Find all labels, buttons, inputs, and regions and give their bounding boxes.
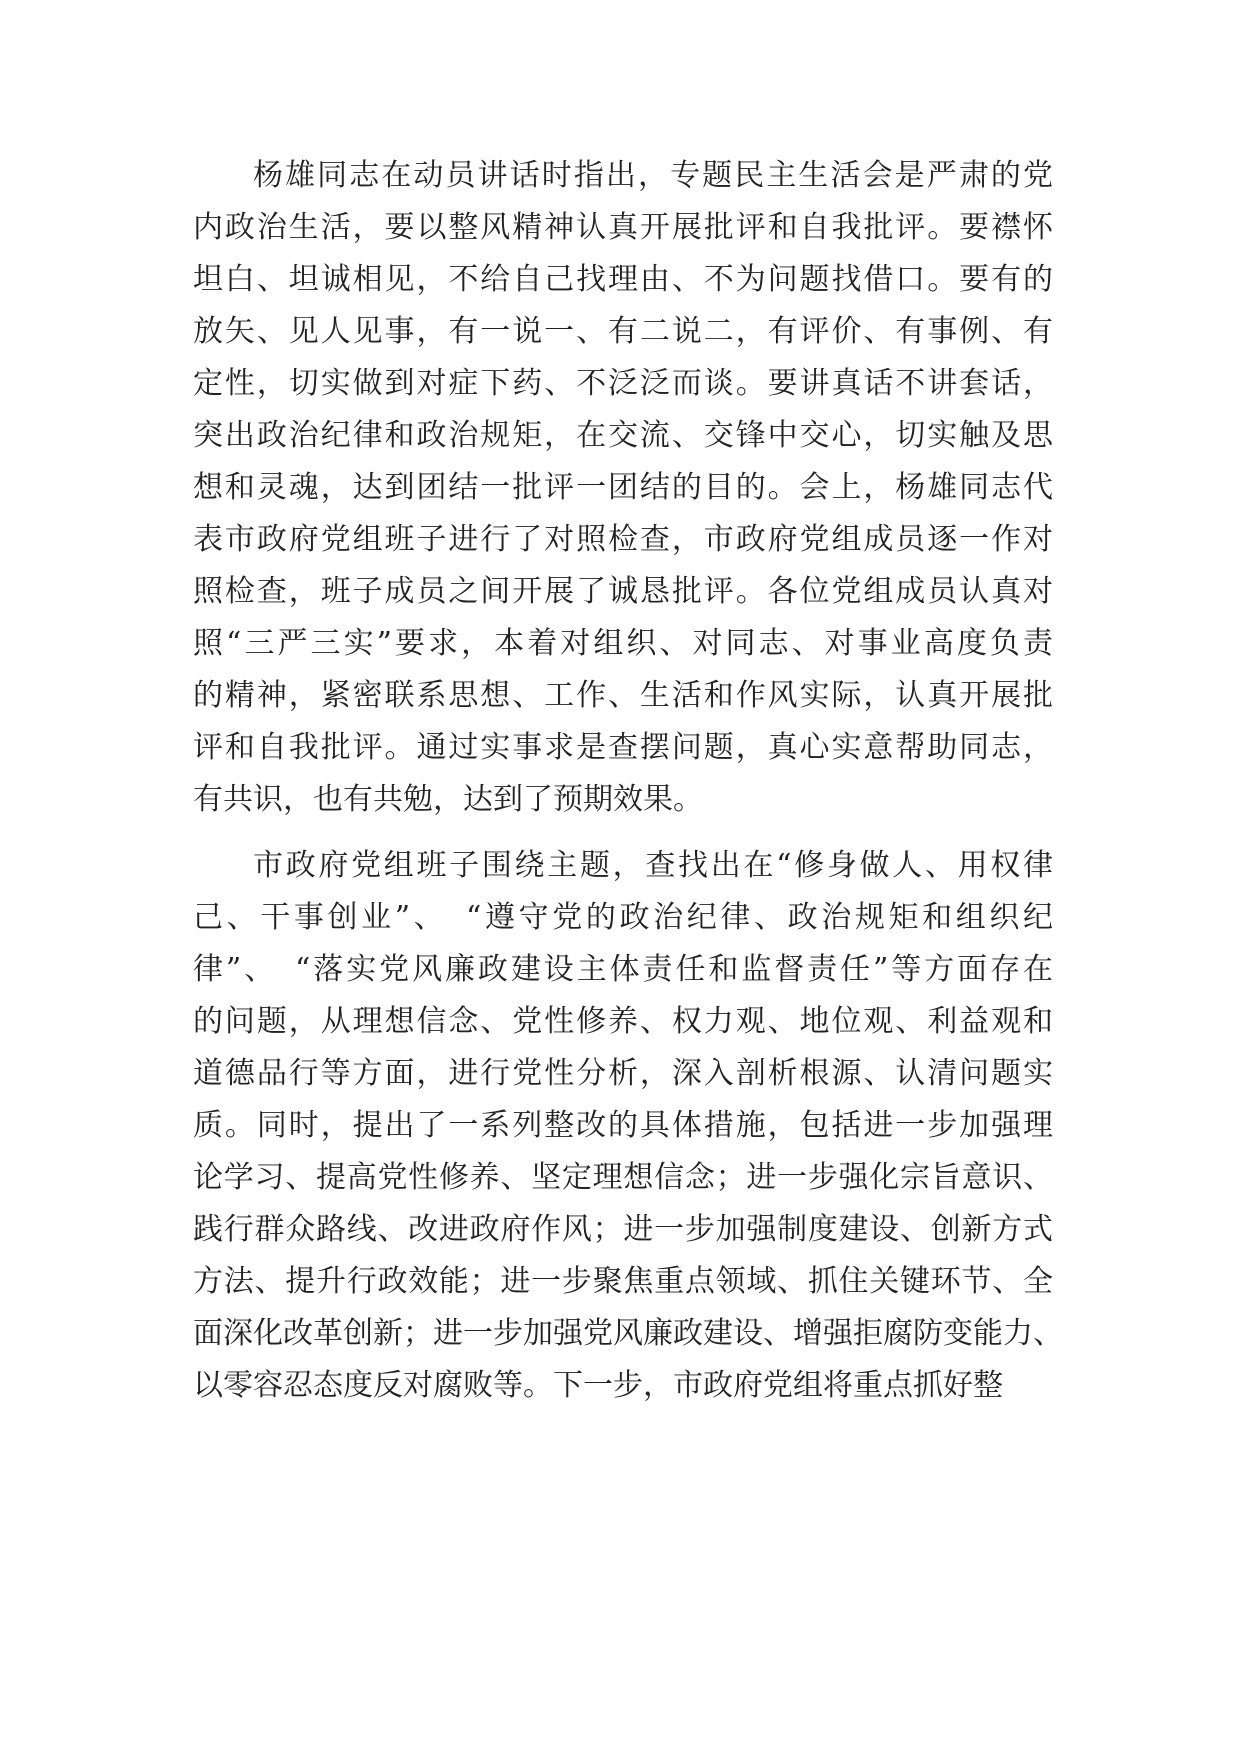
paragraph-2 — [193, 840, 1063, 1412]
paragraph-line: 定性，切实做到对症下药、不泛泛而谈。要讲真话不讲套话， — [193, 366, 1053, 401]
paragraph-line: 有共识，也有共勉，达到了预期效果。 — [193, 782, 703, 817]
paragraph-1 — [193, 150, 1053, 826]
paragraph-line: 道德品行等方面，进行党性分析，深入剖析根源、认清问题实 — [193, 1056, 1053, 1091]
paragraph-line: 表市政府党组班子进行了对照检查，市政府党组成员逐一作对 — [193, 522, 1053, 557]
paragraph-line: 方法、提升行政效能；进一步聚焦重点领域、抓住关键环节、全 — [193, 1264, 1053, 1299]
paragraph-line: 坦白、坦诚相见，不给自己找理由、不为问题找借口。要有的 — [193, 262, 1053, 297]
paragraph-line: 照“三严三实”要求，本着对组织、对同志、对事业高度负责 — [193, 626, 1053, 661]
paragraph-line: 的问题，从理想信念、党性修养、权力观、地位观、利益观和 — [193, 1004, 1053, 1039]
paragraph-line: 评和自我批评。通过实事求是查摆问题，真心实意帮助同志， — [193, 730, 1053, 765]
paragraph-line: 面深化改革创新；进一步加强党风廉政建设、增强拒腐防变能力、 — [193, 1316, 1063, 1351]
paragraph-line: 以零容忍态度反对腐败等。下一步，市政府党组将重点抓好整 — [193, 1368, 1003, 1403]
paragraph-line: 市政府党组班子围绕主题，查找出在“修身做人、用权律 — [253, 848, 1053, 883]
paragraph-line: 践行群众路线、改进政府作风；进一步加强制度建设、创新方式 — [193, 1212, 1053, 1247]
paragraph-line: 己、干事创业”、 “遵守党的政治纪律、政治规矩和组织纪 — [193, 900, 1053, 935]
paragraph-line: 突出政治纪律和政治规矩，在交流、交锋中交心，切实触及思 — [193, 418, 1053, 453]
paragraph-line: 的精神，紧密联系思想、工作、生活和作风实际，认真开展批 — [193, 678, 1053, 713]
paragraph-line: 内政治生活，要以整风精神认真开展批评和自我批评。要襟怀 — [193, 210, 1053, 245]
paragraph-line: 杨雄同志在动员讲话时指出，专题民主生活会是严肃的党 — [253, 158, 1053, 193]
paragraph-line: 律”、 “落实党风廉政建设主体责任和监督责任”等方面存在 — [193, 952, 1053, 987]
paragraph-line: 放矢、见人见事，有一说一、有二说二，有评价、有事例、有 — [193, 314, 1053, 349]
paragraph-line: 照检查，班子成员之间开展了诚恳批评。各位党组成员认真对 — [193, 574, 1053, 609]
paragraph-line: 质。同时，提出了一系列整改的具体措施，包括进一步加强理 — [193, 1108, 1053, 1143]
paragraph-line: 想和灵魂，达到团结一批评一团结的目的。会上，杨雄同志代 — [193, 470, 1053, 505]
paragraph-line: 论学习、提高党性修养、坚定理想信念；进一步强化宗旨意识、 — [193, 1160, 1053, 1195]
